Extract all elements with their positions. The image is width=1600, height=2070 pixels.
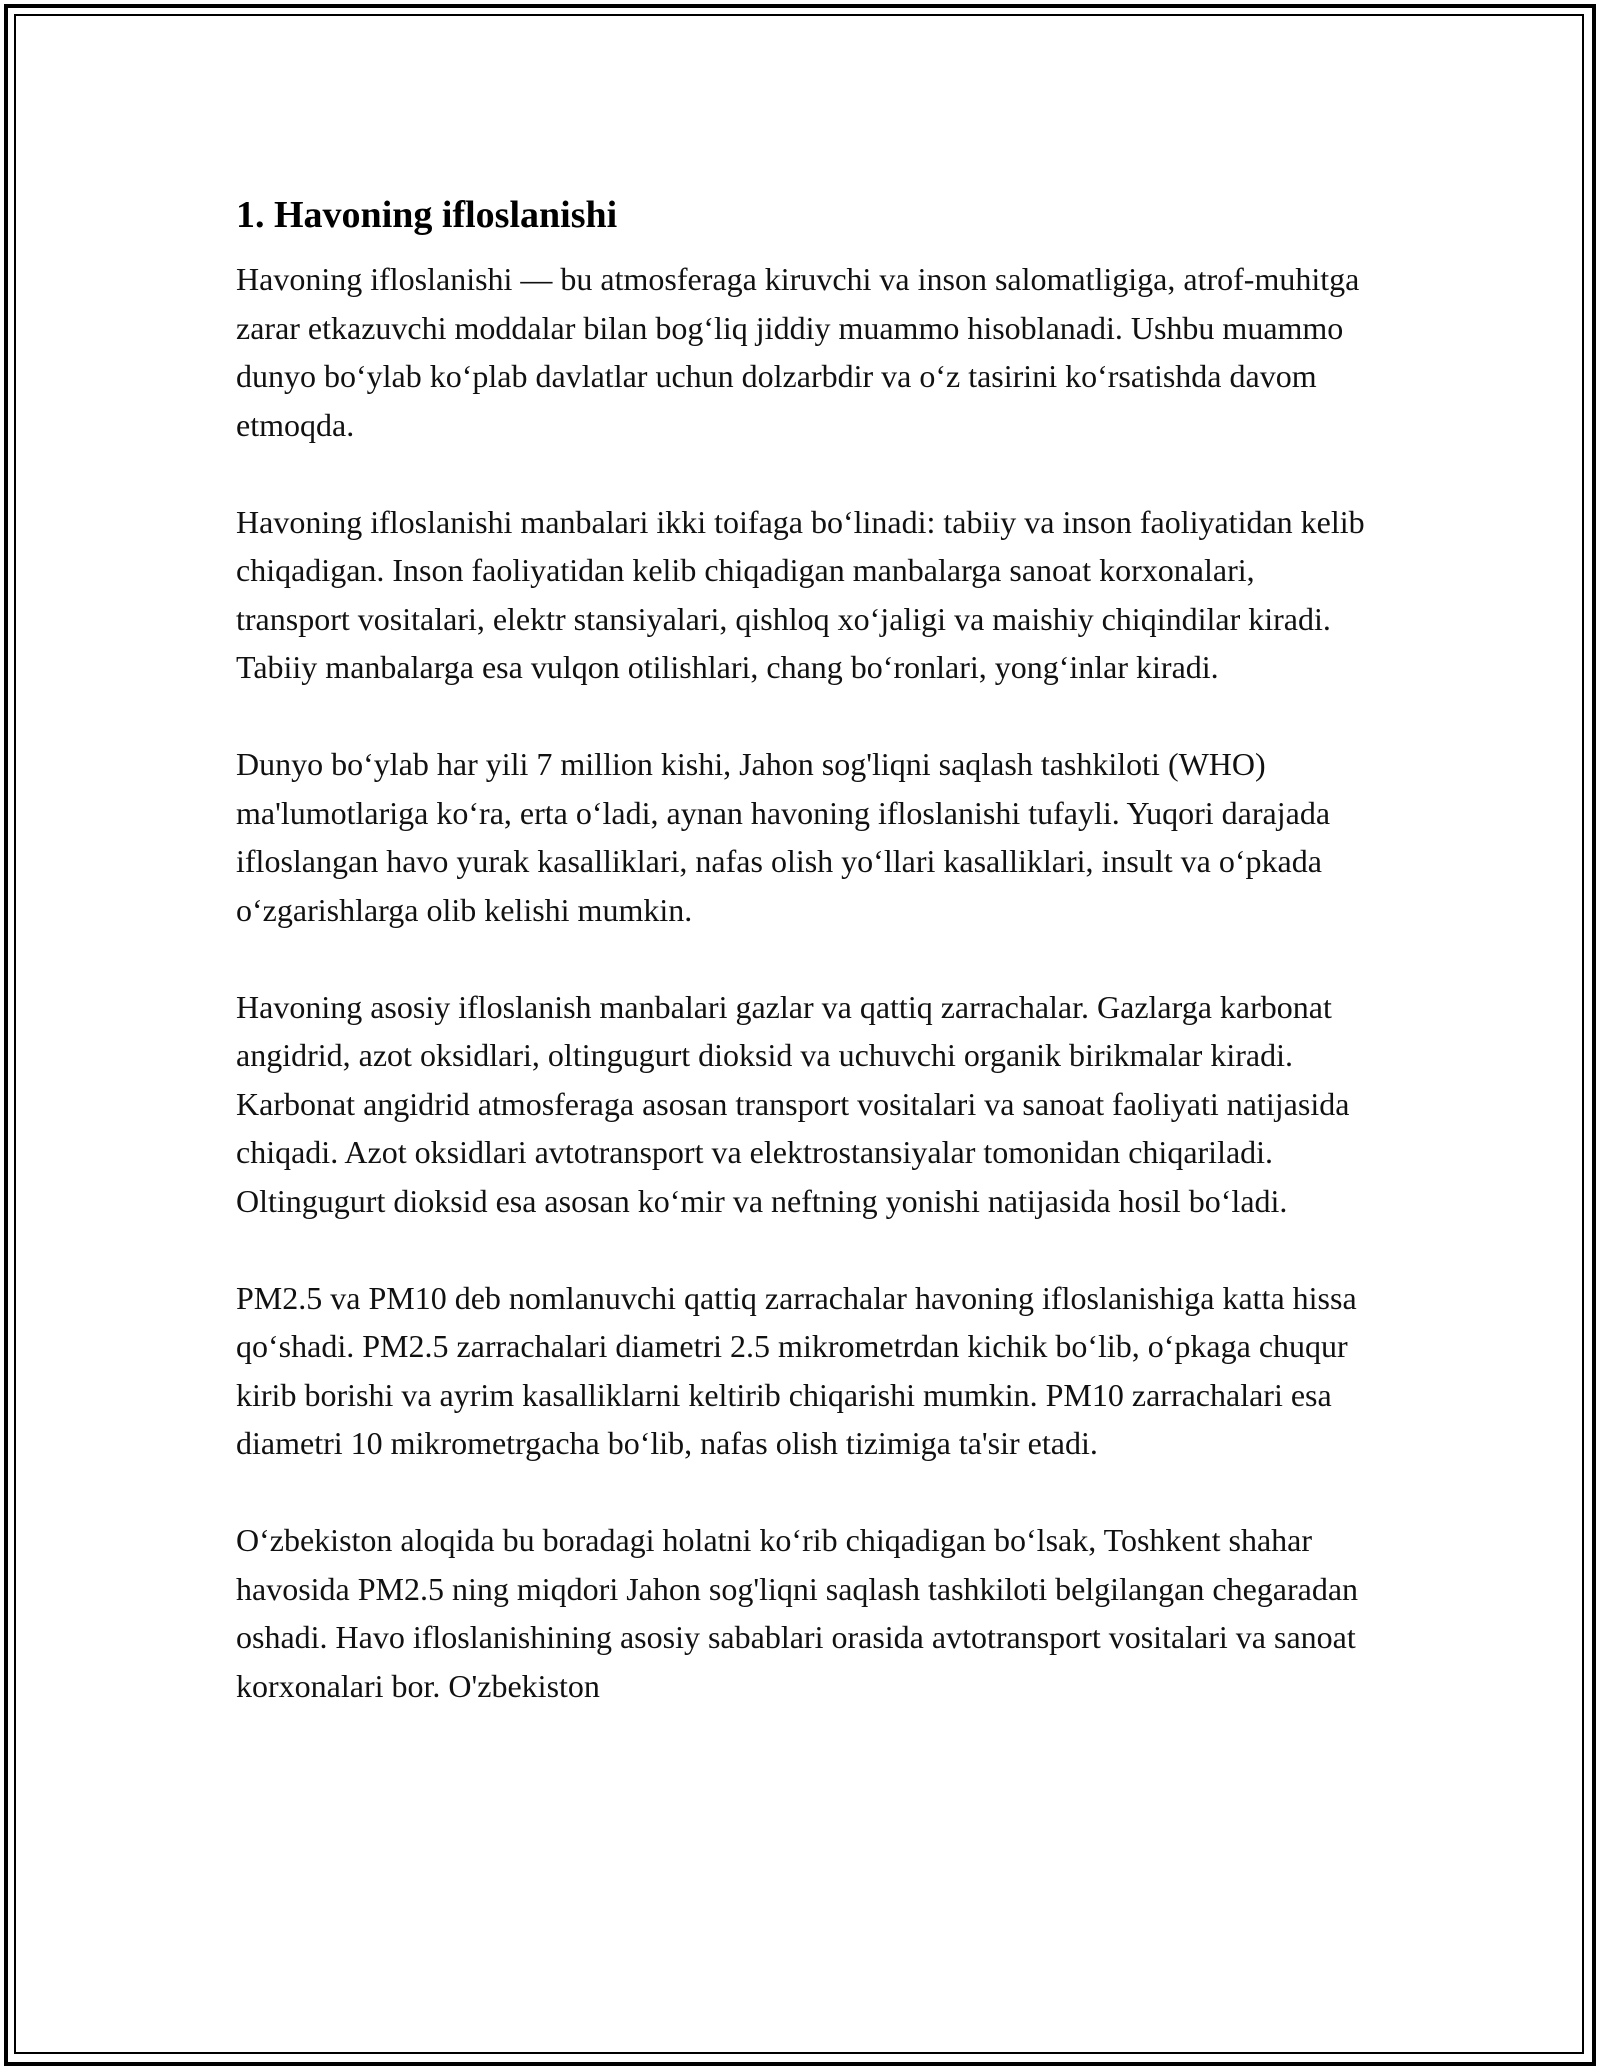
paragraph-2: Havoning ifloslanishi manbalari ikki toifaga bo‘linadi: tabiiy va inson faoliyatidan kelib chiqadigan. Inson faoliyatidan kelib chiqadigan manbalarga sanoat korxonalari, transport vositalari, elektr stansiyalari, qishloq xo‘jaligi va maishiy chiqindilar kiradi. Tabiiy manbalarga esa vulqon otilishlari, chang bo‘ronlari, yong‘inlar kiradi.: [236, 503, 1365, 685]
document-body: [236, 187, 1376, 1759]
paragraph-6: O‘zbekiston aloqida bu boradagi holatni ko‘rib chiqadigan bo‘lsak, Toshkent shahar havosida PM2.5 ning miqdori Jahon sog'liqni saqlash tashkiloti belgilangan chegaradan oshadi. Havo ifloslanishining asosiy sabablari orasida avtotransport vositalari va sanoat korxonalari bor. O'zbekiston: [236, 1522, 1359, 1704]
paragraph-1: Havoning ifloslanishi — bu atmosferaga kiruvchi va inson salomatligiga, atrof-muhitga zarar etkazuvchi moddalar bilan bog‘liq jiddiy muammo hisoblanadi. Ushbu muammo dunyo bo‘ylab ko‘plab davlatlar uchun dolzarbdir va o‘z tasirini ko‘rsatishda davom etmoqda.: [236, 261, 1360, 443]
paragraph-4: Havoning asosiy ifloslanish manbalari gazlar va qattiq zarrachalar. Gazlarga karbonat angidrid, azot oksidlari, oltingugurt dioksid va uchuvchi organik birikmalar kiradi. Karbonat angidrid atmosferaga asosan transport vositalari va sanoat faoliyati natijasida chiqadi. Azot oksidlari avtotransport va elektrostansiyalar tomonidan chiqariladi. Oltingugurt dioksid esa asosan ko‘mir va neftning yonishi natijasida hosil bo‘ladi.: [236, 988, 1350, 1219]
section-heading: 1. Havoning ifloslanishi: [236, 194, 618, 236]
paragraph-5: PM2.5 va PM10 deb nomlanuvchi qattiq zarrachalar havoning ifloslanishiga katta hissa qo‘shadi. PM2.5 zarrachalari diametri 2.5 mikrometrdan kichik bo‘lib, o‘pkaga chuqur kirib borishi va ayrim kasalliklarni keltirib chiqarishi mumkin. PM10 zarrachalari esa diametri 10 mikrometrgacha bo‘lib, nafas olish tizimiga ta'sir etadi.: [236, 1279, 1357, 1461]
paragraph-3: Dunyo bo‘ylab har yili 7 million kishi, Jahon sog'liqni saqlash tashkiloti (WHO) ma'lumotlariga ko‘ra, erta o‘ladi, aynan havoning ifloslanishi tufayli. Yuqori darajada ifloslangan havo yurak kasalliklari, nafas olish yo‘llari kasalliklari, insult va o‘pkada o‘zgarishlarga olib kelishi mumkin.: [236, 746, 1331, 928]
